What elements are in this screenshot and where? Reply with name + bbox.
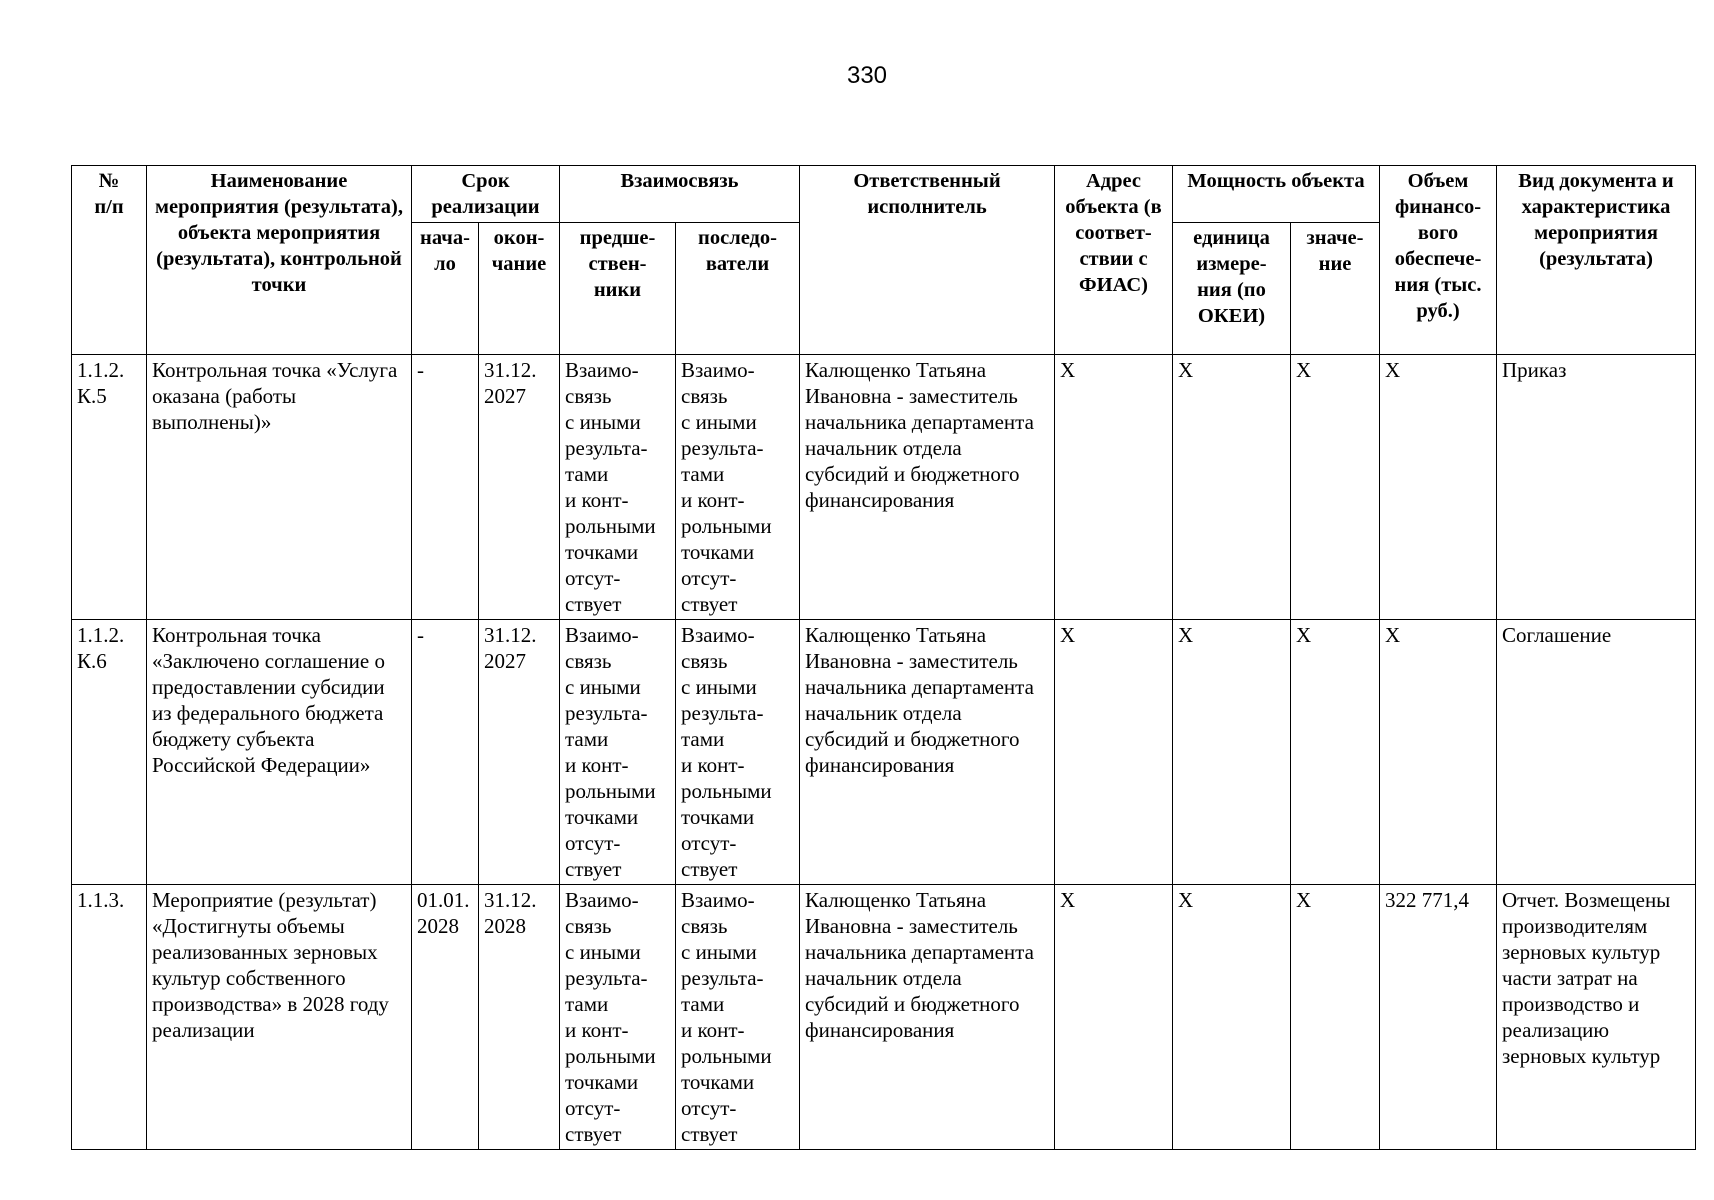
header-doc-type: Вид документа и характеристика мероприятия (результата) [1497,166,1696,355]
row-unit: X [1173,620,1291,885]
row-start: - [412,355,479,620]
header-finance: Объем финансо- вого обеспече- ния (тыс. руб.) [1380,166,1497,355]
row-successors: Взаимо- связь с иными результа- тами и конт- рольными точками отсут- ствует [676,885,800,1150]
row-predecessors: Взаимо- связь с иными результа- тами и конт- рольными точками отсут- ствует [560,355,676,620]
header-predecessors: предше- ствен- ники [560,223,676,355]
row-address: X [1055,885,1173,1150]
row-name: Контрольная точка «Заключено соглашение о предоставлении субсидии из федерального бюджета бюджету субъекта Российской Федерации» [147,620,412,885]
row-predecessors: Взаимо- связь с иными результа- тами и конт- рольными точками отсут- ствует [560,620,676,885]
header-executor: Ответственный исполнитель [800,166,1055,355]
header-term-end: окон- чание [479,223,560,355]
header-unit: единица измере- ния (по ОКЕИ) [1173,223,1291,355]
table-row [72,620,1696,885]
header-relation: Взаимосвязь [560,166,800,223]
row-doc-type: Соглашение [1497,620,1696,885]
header-capacity: Мощность объекта [1173,166,1380,223]
row-num: 1.1.2. К.5 [72,355,147,620]
row-doc-type: Отчет. Возмещены производителям зерновых культур части затрат на производство и реализацию зерновых культур [1497,885,1696,1150]
row-predecessors: Взаимо- связь с иными результа- тами и конт- рольными точками отсут- ствует [560,885,676,1150]
row-name: Мероприятие (результат) «Достигнуты объемы реализованных зерновых культур собственного производства» в 2028 году реализации [147,885,412,1150]
row-num: 1.1.2. К.6 [72,620,147,885]
row-value: X [1291,355,1380,620]
row-start: - [412,620,479,885]
header-row-top [72,166,1696,223]
row-end: 31.12. 2027 [479,620,560,885]
row-num: 1.1.3. [72,885,147,1150]
header-term-start: нача- ло [412,223,479,355]
row-address: X [1055,355,1173,620]
page-number: 330 [846,62,888,89]
row-name: Контрольная точка «Услуга оказана (работы выполнены)» [147,355,412,620]
header-term: Срок реализации [412,166,560,223]
header-name: Наименование мероприятия (результата), объекта мероприятия (результата), контрольной точки [147,166,412,355]
row-end: 31.12. 2028 [479,885,560,1150]
header-num: № п/п [72,166,147,355]
row-finance: 322 771,4 [1380,885,1497,1150]
row-unit: X [1173,885,1291,1150]
table-row [72,355,1696,620]
row-end: 31.12. 2027 [479,355,560,620]
row-value: X [1291,620,1380,885]
row-finance: X [1380,620,1497,885]
row-executor: Калющенко Татьяна Ивановна - заместитель начальника департамента начальник отдела субсидий и бюджетного финансирования [800,620,1055,885]
row-executor: Калющенко Татьяна Ивановна - заместитель начальника департамента начальник отдела субсидий и бюджетного финансирования [800,355,1055,620]
row-address: X [1055,620,1173,885]
row-doc-type: Приказ [1497,355,1696,620]
header-address: Адрес объекта (в соответ- ствии с ФИАС) [1055,166,1173,355]
row-start: 01.01. 2028 [412,885,479,1150]
row-successors: Взаимо- связь с иными результа- тами и конт- рольными точками отсут- ствует [676,620,800,885]
events-table [71,165,1696,1150]
row-successors: Взаимо- связь с иными результа- тами и конт- рольными точками отсут- ствует [676,355,800,620]
row-finance: X [1380,355,1497,620]
table-row [72,885,1696,1150]
row-unit: X [1173,355,1291,620]
header-successors: последо- ватели [676,223,800,355]
row-value: X [1291,885,1380,1150]
row-executor: Калющенко Татьяна Ивановна - заместитель начальника департамента начальник отдела субсидий и бюджетного финансирования [800,885,1055,1150]
header-value: значе- ние [1291,223,1380,355]
